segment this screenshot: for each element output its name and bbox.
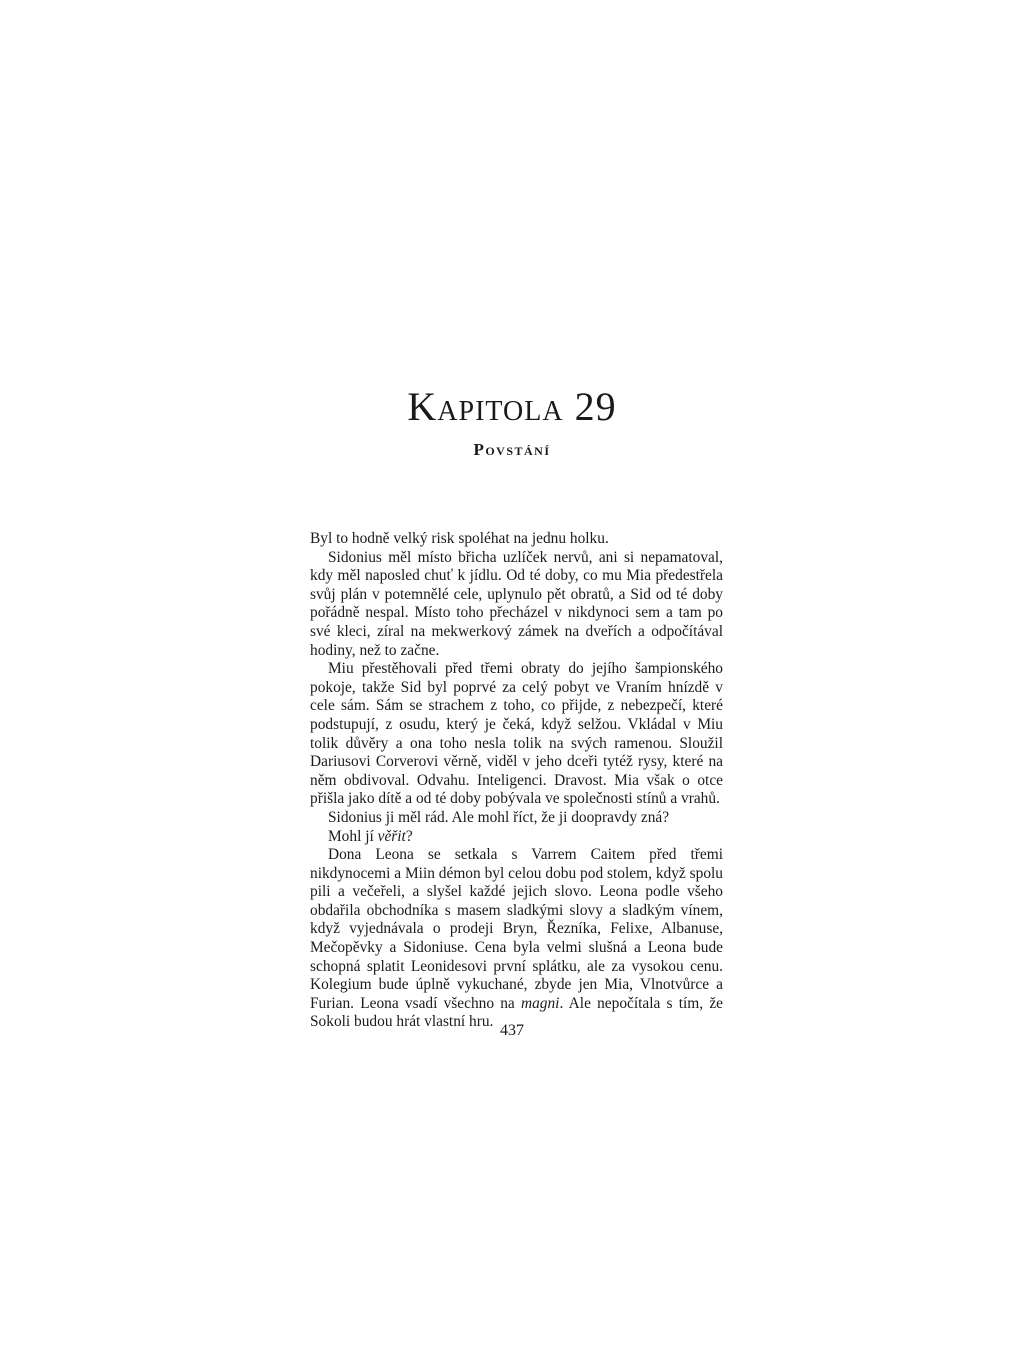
chapter-body xyxy=(310,530,723,1032)
paragraph: Mohl jí věřit? xyxy=(328,827,413,845)
paragraph: Sidonius měl místo břicha uzlíček nervů, ani si nepamatoval, kdy měl naposled chuť k jídlu. Od té doby, co mu Mia předestřela svůj plán v potemnělé cele, uplynulo pět obratů, a Sid od té doby pořádně nespal. Místo toho přecházel v nikdynoci sem a tam po své kleci, zíral na mekwerkový zámek na dveřích a odpočítával hodiny, než to začne. xyxy=(310,548,723,659)
page-number: 437 xyxy=(500,1022,524,1039)
paragraph: Sidonius ji měl rád. Ale mohl říct, že ji doopravdy zná? xyxy=(328,808,670,826)
paragraph: Byl to hodně velký risk spoléhat na jednu holku. xyxy=(310,530,609,547)
paragraph: Dona Leona se setkala s Varrem Caitem před třemi nikdynocemi a Miin démon byl celou dobu pod stolem, když spolu pili a večeřeli, a slyšel každé jejich slovo. Leona podle všeho obdařila obchodníka s masem sladkými slovy a sladkým vínem, když vyjednávala o prodeji Bryn, Řezníka, Felixe, Albanuse, Mečopěvky a Sidoniuse. Cena byla velmi slušná a Leona bude schopná splatit Leonidesovi první splátku, ale za vysokou cenu. Kolegium bude úplně vykuchané, zbyde jen Mia, Vlnotvůrce a Furian. Leona vsadí všechno na magni. Ale nepočítala s tím, že Sokoli budou hrát vlastní hru. xyxy=(310,846,723,1031)
emphasis: magni xyxy=(520,994,560,1012)
chapter-title: Kapitola 29 xyxy=(407,384,617,429)
chapter-subtitle: Povstání xyxy=(473,440,551,459)
paragraph: Miu přestěhovali před třemi obraty do jejího šampionského pokoje, takže Sid byl poprvé za celý pobyt ve Vraním hnízdě v cele sám. Sám se strachem z toho, co přijde, z nebezpečí, které podstupují, z osudu, který je čeká, když selžou. Vkládal v Miu tolik důvěry a ona toho nesla tolik na svých ramenou. Sloužil Dariusovi Corverovi věrně, viděl v jeho dceři tytéž rysy, které na něm obdivoval. Odvahu. Inteligenci. Dravost. Mia však o otce přišla jako dítě a od té doby pobývala ve společnosti stínů a vrahů. xyxy=(310,660,723,808)
emphasis: věřit xyxy=(377,827,406,845)
